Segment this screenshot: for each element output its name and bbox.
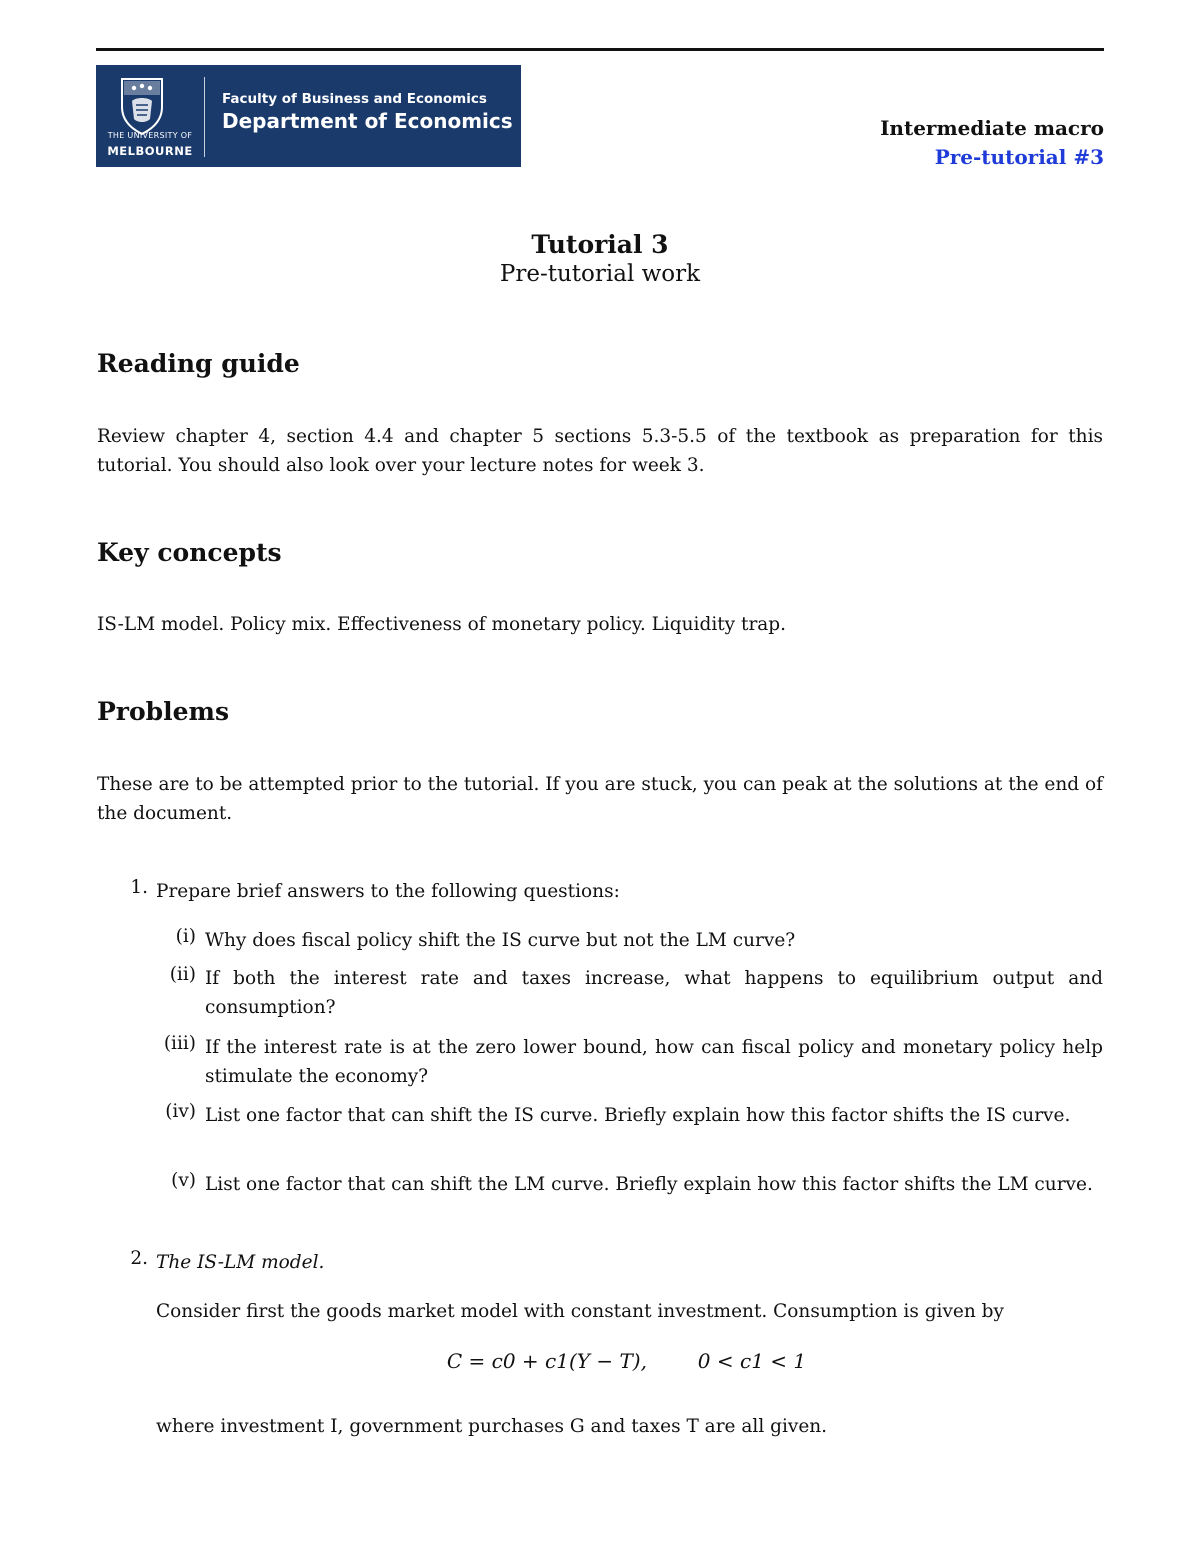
problem-2-text: Consider first the goods market model with constant investment. Consumption is given by xyxy=(156,1301,1004,1322)
course-name: Intermediate macro xyxy=(880,116,1104,140)
subitem-i-label: (i) xyxy=(175,926,196,947)
problems-intro: These are to be attempted prior to the tutorial. If you are stuck, you can peak at the solutions at the end of the document. xyxy=(97,774,1103,824)
subitem-iv-text: List one factor that can shift the IS curve. Briefly explain how this factor shifts the IS curve. xyxy=(205,1105,1071,1126)
problem-2-title: The IS-LM model. xyxy=(156,1252,325,1273)
page-subtitle: Pre-tutorial work xyxy=(499,261,701,287)
problem-2-followup: where investment I, government purchases G and taxes T are all given. xyxy=(156,1416,828,1437)
university-logo xyxy=(96,65,521,167)
key-concepts-heading: Key concepts xyxy=(97,538,282,567)
university-name-small: THE UNIVERSITY OF xyxy=(107,131,193,140)
reading-guide-text: Review chapter 4, section 4.4 and chapter 5 sections 5.3-5.5 of the textbook as preparation for this tutorial. You should also look over your lecture notes for week 3. xyxy=(97,426,1103,476)
subitem-ii-label: (ii) xyxy=(169,964,196,985)
pretutorial-label: Pre-tutorial #3 xyxy=(934,145,1104,169)
crest-icon xyxy=(114,75,170,137)
subitem-iv-label: (iv) xyxy=(165,1101,196,1122)
department-name: Department of Economics xyxy=(222,109,513,133)
problem-1-text: Prepare brief answers to the following questions: xyxy=(156,881,620,902)
problems-heading: Problems xyxy=(97,697,230,726)
subitem-i-text: Why does fiscal policy shift the IS curve but not the LM curve? xyxy=(205,930,796,951)
subitem-v-text: List one factor that can shift the LM curve. Briefly explain how this factor shifts the LM curve. xyxy=(205,1174,1093,1195)
subitem-ii-text: If both the interest rate and taxes increase, what happens to equilibrium output and consumption? xyxy=(205,968,1103,1018)
subitem-iii-label: (iii) xyxy=(163,1033,196,1054)
reading-guide-heading: Reading guide xyxy=(97,349,300,378)
key-concepts-text: IS-LM model. Policy mix. Effectiveness of monetary policy. Liquidity trap. xyxy=(97,614,787,635)
problem-1-number: 1. xyxy=(130,877,148,898)
logo-divider xyxy=(204,77,205,157)
consumption-equation: C = c0 + c1(Y − T), 0 < c1 < 1 xyxy=(446,1349,807,1373)
subitem-iii-text: If the interest rate is at the zero lower bound, how can fiscal policy and monetary policy help stimulate the economy? xyxy=(205,1037,1103,1087)
page-title: Tutorial 3 xyxy=(531,230,669,259)
faculty-name: Faculty of Business and Economics xyxy=(222,91,487,107)
top-rule xyxy=(96,48,1104,51)
subitem-v-label: (v) xyxy=(171,1170,196,1191)
problem-2-number: 2. xyxy=(130,1248,148,1269)
university-name: MELBOURNE xyxy=(107,144,193,158)
